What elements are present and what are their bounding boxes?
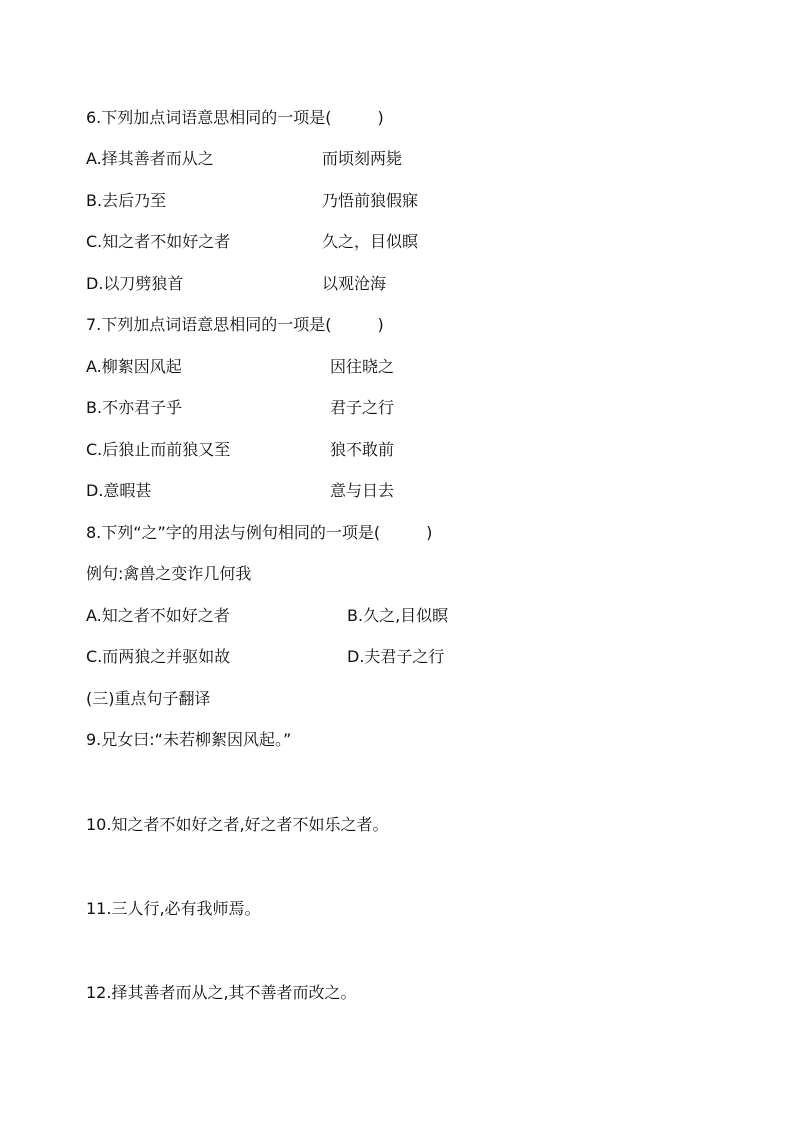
q6-option-c-right: 久之，目似瞑 xyxy=(322,232,419,251)
q6-option-b-left: B.去后乃至 xyxy=(86,191,167,210)
q6-option-d-left: D.以刀劈狼首 xyxy=(86,274,184,293)
q7-option-c-right: 狼不敢前 xyxy=(330,440,395,459)
q7-option-a-right: 因往晓之 xyxy=(330,357,395,376)
q6-option-c-left: C.知之者不如好之者 xyxy=(86,232,231,251)
q8-stem-text: 8.下列“之”字的用法与例句相同的一项是( xyxy=(86,523,381,542)
q10-text: 10.知之者不如好之者,好之者不如乐之者。 xyxy=(86,815,389,834)
q7-option-b-right: 君子之行 xyxy=(330,398,395,417)
q11-text: 11.三人行,必有我师焉。 xyxy=(86,899,261,918)
q8-example: 例句:禽兽之变诈几何我 xyxy=(86,564,252,583)
q8-option-d: D.夫君子之行 xyxy=(347,647,445,666)
q7-stem-close: ) xyxy=(377,315,384,334)
q8-stem xyxy=(86,523,432,543)
q8-option-b: B.久之,目似瞑 xyxy=(347,606,449,625)
q6-option-a-left: A.择其善者而从之 xyxy=(86,149,214,168)
q12-text: 12.择其善者而从之,其不善者而改之。 xyxy=(86,983,357,1002)
q7-stem xyxy=(86,315,384,335)
q7-option-c-left: C.后狼止而前狼又至 xyxy=(86,440,231,459)
q6-stem-close: ) xyxy=(377,108,384,127)
q6-option-a-right: 而顷刻两毙 xyxy=(322,149,403,168)
q8-option-c: C.而两狼之并驱如故 xyxy=(86,647,231,666)
section-heading: (三)重点句子翻译 xyxy=(86,689,211,708)
q6-stem xyxy=(86,108,384,128)
q7-stem-text: 7.下列加点词语意思相同的一项是( xyxy=(86,315,332,334)
q8-option-a: A.知之者不如好之者 xyxy=(86,606,230,625)
q6-option-d-right: 以观沧海 xyxy=(322,274,387,293)
q7-option-d-right: 意与日去 xyxy=(330,481,395,500)
q7-option-b-left: B.不亦君子乎 xyxy=(86,398,183,417)
q9-text: 9.兄女曰:“未若柳絮因风起。” xyxy=(86,730,292,749)
q6-option-b-right: 乃悟前狼假寐 xyxy=(322,191,419,210)
q7-option-a-left: A.柳絮因风起 xyxy=(86,357,182,376)
q8-stem-close: ) xyxy=(426,523,433,542)
q6-stem-text: 6.下列加点词语意思相同的一项是( xyxy=(86,108,332,127)
q7-option-d-left: D.意暇甚 xyxy=(86,481,152,500)
